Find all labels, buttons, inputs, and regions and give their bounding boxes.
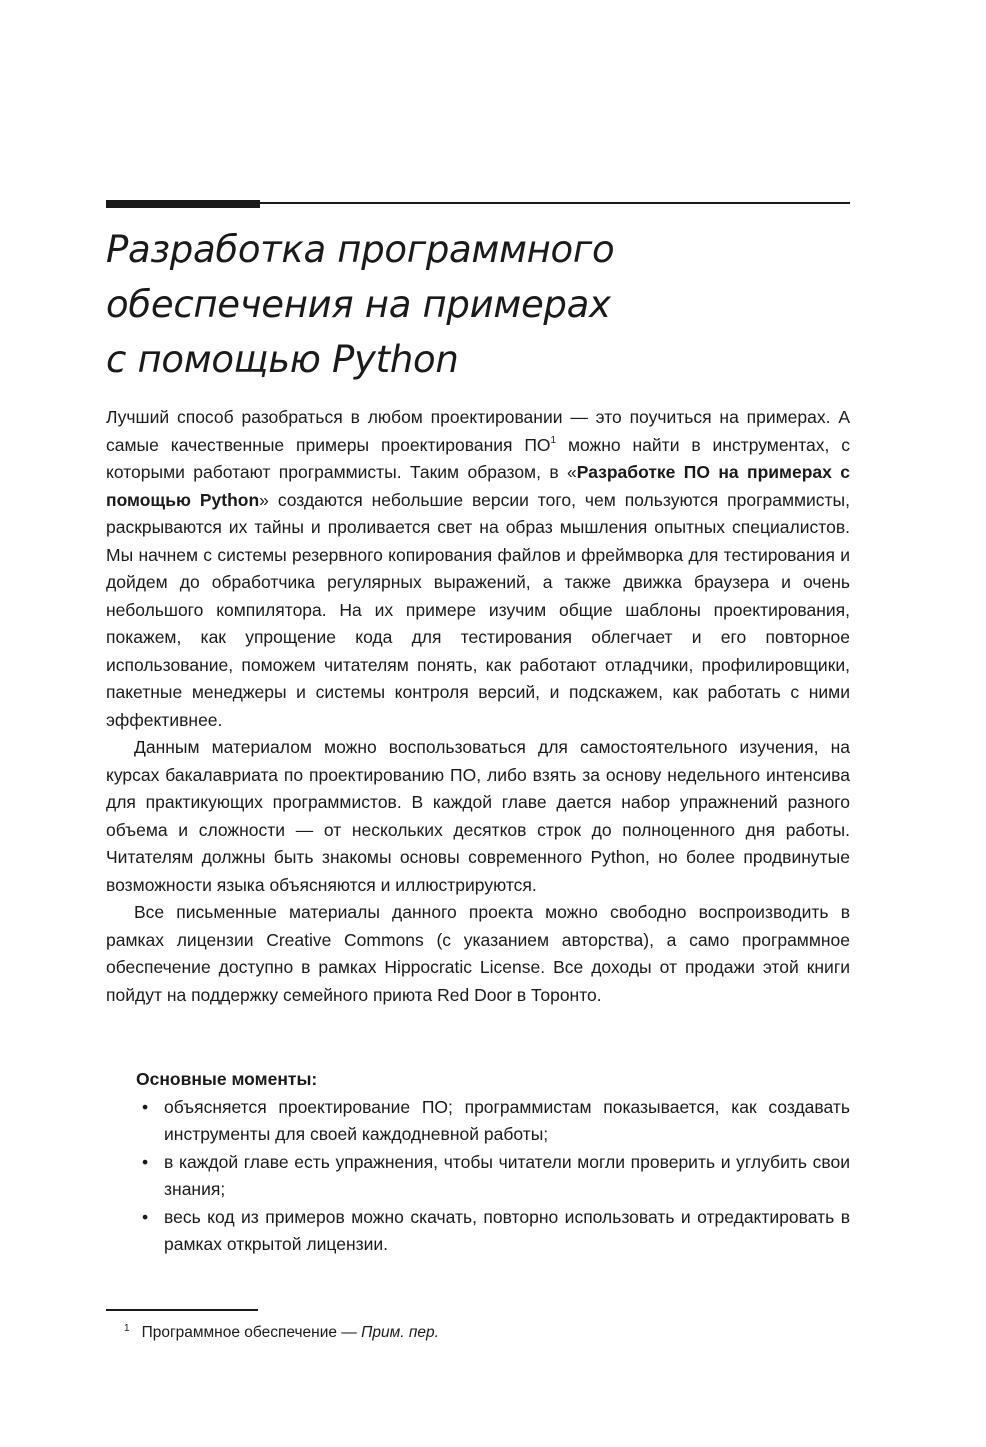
paragraph-1 [106,404,850,734]
book-page [106,0,850,1447]
footnote-rule [106,1309,258,1311]
highlights-title: Основные моменты: [136,1069,318,1089]
book-title-bold: Разработке ПО на примерах с помощью Python [106,462,850,510]
header-rule-accent [106,200,260,208]
title-line-2: обеспечения на примерах [106,283,611,326]
list-item-text: в каждой главе есть упражнения, чтобы читатели могли проверить и углубить свои знания; [164,1151,850,1199]
bullet-icon: • [142,1151,149,1172]
footnote-note: Прим. пер. [361,1324,439,1341]
bullet-icon: • [142,1096,149,1117]
body-text [106,404,850,1009]
list-item [106,1204,850,1259]
bullet-icon: • [142,1206,149,1227]
title-line-1: Разработка программного [106,228,615,271]
title-line-3: с помощью Python [106,338,459,381]
list-item [106,1149,850,1204]
highlights-list [106,1094,850,1259]
list-item [106,1094,850,1149]
highlights-section [106,1066,850,1259]
page-title [106,222,850,387]
paragraph-3: Все письменные материалы данного проекта можно свободно воспроизводить в рамках лицензии Creative Commons (с указанием авторства), а само программное обеспечение доступно в рамках Hippocratic License. Все доходы от продажи этой книги пойдут на поддержку семейного приюта Red Door в Торонто. [106,902,850,1005]
footnote-text: Программное обеспечение — [141,1324,362,1341]
paragraph-1-part-3: » создаются небольшие версии того, чем пользуются программисты, раскрываются их тайны и проливается свет на образ мышления опытных специалистов. Мы начнем с системы резервного копирования файлов и фреймворка для тестирования и дойдем до обработчика регулярных выражений, а также движка браузера и очень небольшого компилятора. На их примере изучим общие шаблоны проектирования, покажем, как упрощение кода для тестирования облегчает и его повторное использование, поможем читателям понять, как работают отладчики, профилировщики, пакетные менеджеры и системы контроля версий, и подскажем, как работать с ними эффективнее. [106,489,850,730]
list-item-text: объясняется проектирование ПО; программистам показывается, как создавать инструменты для своей каждодневной работы; [164,1096,850,1144]
paragraph-2: Данным материалом можно воспользоваться для самостоятельного изучения, на курсах бакалавриата по проектированию ПО, либо взять за основу недельного интенсива для практикующих программистов. В каждой главе дается набор упражнений разного объема и сложности — от нескольких десятков строк до полноценного дня работы. Читателям должны быть знакомы основы современного Python, но более продвинутые возможности языка объясняются и иллюстрируются. [106,737,850,895]
paragraph-1-part-1: Лучший способ разобраться в любом проектировании — это поучиться на примерах. А самые качественные примеры проектирования ПО [106,407,850,455]
list-item-text: весь код из примеров можно скачать, повторно использовать и отредактировать в рамках открытой лицензии. [164,1206,850,1254]
footnote-reference: 1 [550,434,557,446]
paragraph-1-part-2: можно найти в инструментах, с которыми работают программисты. Таким образом, в « [106,434,850,482]
footnote-mark: 1 [124,1323,130,1334]
footnote [124,1318,439,1344]
